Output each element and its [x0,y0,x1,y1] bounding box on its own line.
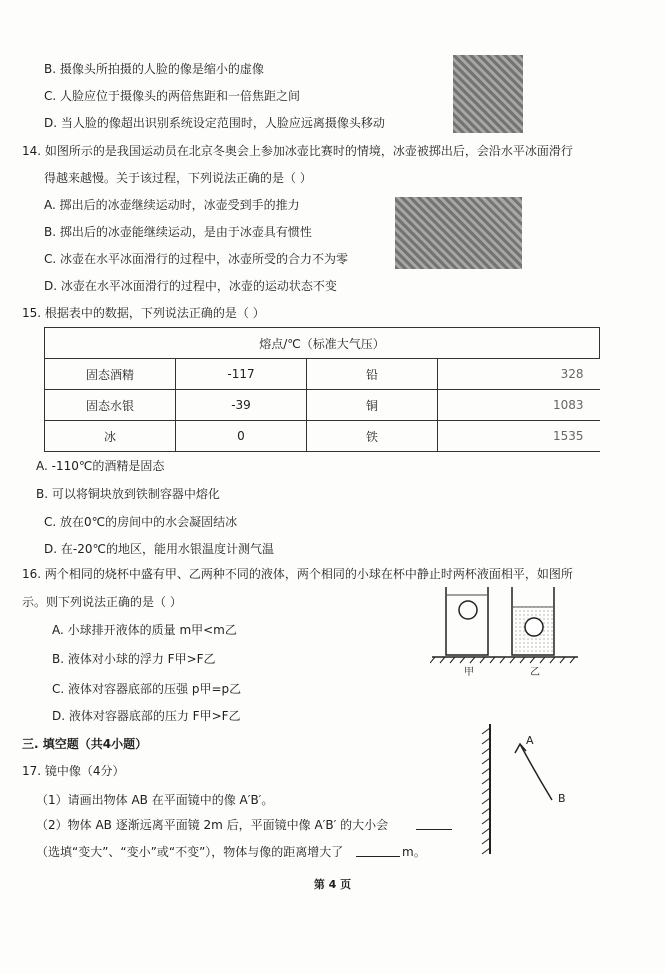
curling-photo [395,197,522,269]
label-jia: 甲 [464,667,474,678]
ball-jia [459,601,477,619]
label-b: B [558,792,566,805]
substance-name: 固态酒精 [45,359,176,390]
q16-stem-line1: 16. 两个相同的烧杯中盛有甲、乙两种不同的液体，两个相同的小球在杯中静止时两杯液面相平，如图所 [22,567,573,581]
beaker-figure [430,585,580,680]
q16-option-a: A. 小球排开液体的质量 m甲<m乙 [52,623,237,637]
q15-option-a: A. -110℃的酒精是固态 [36,459,165,473]
q16-option-d: D. 液体对容器底部的压力 F甲>F乙 [52,709,241,723]
q13-option-d: D. 当人脸的像超出识别系统设定范围时，人脸应远离摄像头移动 [44,116,385,130]
melting-point: 0 [176,421,307,452]
q17-title: 17. 镜中像（4分） [22,764,125,778]
mirror-figure [460,722,590,862]
melting-point: 1535 [438,421,600,452]
melting-point-table [44,327,600,452]
q17-unit: m。 [402,845,426,859]
melting-point: -117 [176,359,307,390]
melting-point: 1083 [438,390,600,421]
q14-stem-line1: 14. 如图所示的是我国运动员在北京冬奥会上参加冰壶比赛时的情境，冰壶被掷出后，会沿水平冰面滑行 [22,144,573,158]
section-fill-in-title: 三. 填空题（共4小题） [22,737,148,751]
label-yi: 乙 [530,667,540,678]
q15-option-c: C. 放在0℃的房间中的水会凝固结冰 [44,515,238,529]
q16-option-b: B. 液体对小球的浮力 F甲>F乙 [52,652,216,666]
melting-point: -39 [176,390,307,421]
face-recognition-photo [453,55,523,133]
q13-option-c: C. 人脸应位于摄像头的两倍焦距和一倍焦距之间 [44,89,301,103]
q15-option-b: B. 可以将铜块放到铁制容器中熔化 [36,487,220,501]
answer-blank-size[interactable] [416,829,452,830]
q17-part1: （1）请画出物体 AB 在平面镜中的像 A′B′。 [36,793,274,807]
melting-point: 328 [438,359,600,390]
table-header: 熔点/℃（标准大气压） [45,328,600,359]
object-ab [520,744,552,800]
q15-stem: 15. 根据表中的数据，下列说法正确的是（ ） [22,306,265,320]
substance-name: 铅 [307,359,438,390]
q13-option-b: B. 摄像头所拍摄的人脸的像是缩小的虚像 [44,62,264,76]
ball-yi [525,618,543,636]
q17-part3: （选填“变大”、“变小”或“不变”），物体与像的距离增大了 [36,845,344,859]
substance-name: 铁 [307,421,438,452]
q14-option-b: B. 掷出后的冰壶能继续运动，是由于冰壶具有惯性 [44,225,312,239]
table-row [45,359,600,390]
q14-option-a: A. 掷出后的冰壶继续运动时，冰壶受到手的推力 [44,198,300,212]
q16-stem-line2: 示。则下列说法正确的是（ ） [22,595,182,609]
q14-option-c: C. 冰壶在水平冰面滑行的过程中，冰壶所受的合力不为零 [44,252,349,266]
table-row [45,390,600,421]
substance-name: 固态水银 [45,390,176,421]
answer-blank-distance[interactable] [356,856,400,857]
substance-name: 冰 [45,421,176,452]
q14-option-d: D. 冰壶在水平冰面滑行的过程中，冰壶的运动状态不变 [44,279,337,293]
page-number: 第 4 页 [313,878,352,891]
table-row [45,421,600,452]
substance-name: 铜 [307,390,438,421]
beaker-jia [446,587,488,655]
label-a: A [526,734,534,747]
q16-option-c: C. 液体对容器底部的压强 p甲=p乙 [52,682,242,696]
q14-stem-line2: 得越来越慢。关于该过程，下列说法正确的是（ ） [44,171,312,185]
q17-part2: （2）物体 AB 逐渐远离平面镜 2m 后，平面镜中像 A′B′ 的大小会 [36,818,389,832]
q15-option-d: D. 在-20℃的地区，能用水银温度计测气温 [44,542,274,556]
